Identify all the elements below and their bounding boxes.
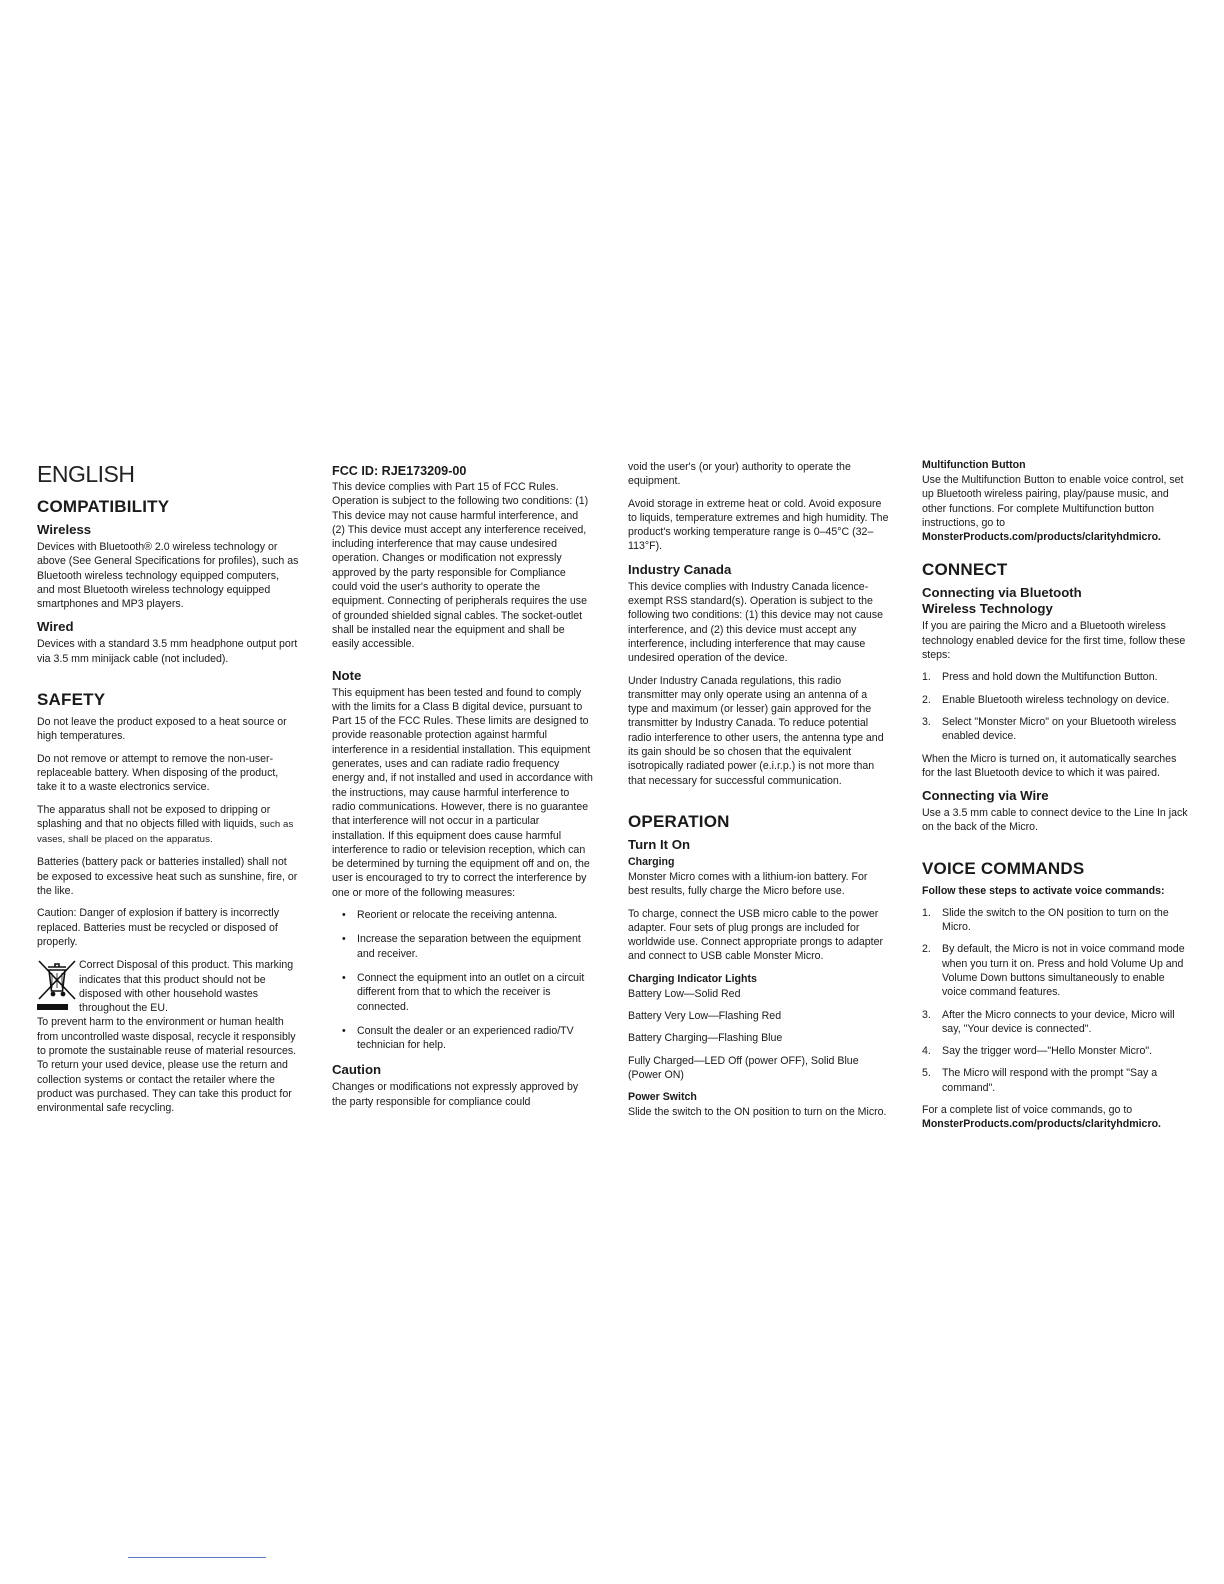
industry-canada-heading: Industry Canada (628, 561, 732, 577)
voice-step: 2. By default, the Micro is not in voice command mode when you turn it on. Press and hold Volume Up and Volume Down buttons simultaneously to enable voice command features. (922, 943, 1185, 999)
industry-canada-p2: Under Industry Canada regulations, this radio transmitter may only operate using an antenna of a type and maximum (or lesser) gain approved for the transmitter by Industry Canada. To reduce potential radio interference to other users, the antenna type and its gain should be so chosen that the equivalent isotropically radiated power (e.i.r.p.) is not more than that necessary for successful communication. (628, 674, 884, 787)
measure-item: • Connect the equipment into an outlet on a circuit different from that to which the receiver is connected. (332, 971, 594, 1014)
safety-heading: SAFETY (37, 690, 106, 710)
multifunction-text (922, 473, 1188, 544)
weee-text: Correct Disposal of this product. This marking indicates that this product should not be disposed with other household wastes throughout the EU. (79, 959, 294, 1015)
multifunction-heading: Multifunction Button (922, 459, 1026, 471)
turn-on-heading: Turn It On (628, 836, 691, 852)
voice-outro (922, 1103, 1188, 1132)
voice-intro: Follow these steps to activate voice commands: (922, 884, 1165, 897)
measures-list (332, 908, 594, 1052)
language-title: ENGLISH (37, 461, 135, 487)
industry-canada-p1: This device complies with Industry Canada licence-exempt RSS standard(s). Operation is subject to the following two conditions: (1) this device may not cause interference, and (2) this device must accept any interference, including interference that may cause undesired operation of the device. (628, 580, 883, 665)
column-4 (922, 458, 1188, 1140)
voice-step: 1. Slide the switch to the ON position to turn on the Micro. (922, 906, 1169, 934)
wireless-heading: Wireless (37, 522, 92, 537)
indicator-item: Fully Charged—LED Off (power OFF), Solid Blue (Power ON) (628, 1054, 859, 1081)
operation-heading: OPERATION (628, 811, 730, 831)
indicator-item: Battery Very Low—Flashing Red (628, 1010, 782, 1023)
charging-p1: Monster Micro comes with a lithium-ion battery. For best results, fully charge the Micro before use. (628, 870, 868, 898)
wire-text: Use a 3.5 mm cable to connect device to the Line In jack on the back of the Micro. (922, 807, 1188, 834)
wired-heading: Wired (37, 619, 74, 635)
footer-rule (128, 1557, 266, 1558)
voice-commands-heading: VOICE COMMANDS (922, 858, 1085, 878)
connect-heading: CONNECT (922, 560, 1008, 580)
voice-link[interactable]: MonsterProducts.com/products/clarityhdmicro. (922, 1118, 1161, 1131)
wire-heading: Connecting via Wire (922, 788, 1049, 804)
fcc-text: This device complies with Part 15 of FCC Rules. Operation is subject to the following two conditions: (1) This device may not cause harmful interference, and (2) This device must accept any interference received, including interference that may cause undesired operation. Changes or modification not expressly approved by the party responsible for Compliance could void the user's authority to operate the equipment. Connecting of peripherals requires the use of grounded shielded signal cables. The socket-outlet shall be installed near the equipment and shall be easily accessible. (332, 481, 589, 651)
charging-p2: To charge, connect the USB micro cable to the power adapter. Four sets of plug prongs are included for worldwide use. Connect appropriate prongs to adapter and connect to USB cable Monster Micro. (628, 907, 883, 963)
weee-block (37, 957, 299, 1015)
column-3 (628, 458, 890, 1128)
note-heading: Note (332, 667, 362, 683)
caution-text: Changes or modifications not expressly approved by the party responsible for compliance could (332, 1081, 579, 1108)
bluetooth-intro: If you are pairing the Micro and a Bluetooth wireless technology enabled device for the first time, follow these steps: (922, 620, 1186, 662)
bluetooth-step: 2. Enable Bluetooth wireless technology on device. (922, 693, 1170, 706)
crossed-out-wheeled-bin-icon (35, 957, 79, 1013)
charging-heading: Charging (628, 855, 675, 868)
note-text: This equipment has been tested and found to comply with the limits for a Class B digital device, pursuant to Part 15 of the FCC Rules. These limits are designed to provide reasonable protection against harmful interference in a residential installation. This equipment generates, uses and can radiate radio frequency energy and, if not installed and used in accordance with the instructions, may cause harmful interference to radio communications. However, there is no guarantee that interference will not occur in a particular installation. If this equipment does cause harmful interference to radio or television reception, which can be determined by turning the equipment off and on, the user is encouraged to try to correct the interference by one or more of the following measures: (332, 686, 593, 899)
bluetooth-step: 1. Press and hold down the Multifunction Button. (922, 671, 1158, 684)
safety-battery: Do not remove or attempt to remove the non-user-replaceable battery. When disposing of the product, take it to a waste electronics service. (37, 752, 279, 794)
wireless-text: Devices with Bluetooth® 2.0 wireless technology or above (See General Specifications for profiles), such as Bluetooth wireless technology equipped computers, and most Bluetooth wireless technology equipped smartphones and MP3 players. (37, 541, 299, 611)
indicator-heading: Charging Indicator Lights (628, 972, 757, 985)
safety-explosion: Caution: Danger of explosion if battery is incorrectly replaced. Batteries must be recycled or disposed of properly. (37, 907, 280, 948)
power-switch-heading: Power Switch (628, 1091, 697, 1104)
voice-step: 3. After the Micro connects to your device, Micro will say, "Your device is connected". (922, 1008, 1175, 1035)
indicator-item: Battery Low—Solid Red (628, 987, 741, 1000)
authority-continued: void the user's (or your) authority to operate the equipment. (628, 461, 851, 488)
power-switch-text: Slide the switch to the ON position to turn on the Micro. (628, 1106, 887, 1119)
measure-item: • Consult the dealer or an experienced radio/TV technician for help. (332, 1024, 594, 1053)
measure-item: • Increase the separation between the equipment and receiver. (332, 932, 594, 961)
weee-continued: To prevent harm to the environment or human health from uncontrolled waste disposal, recycle it responsibly to promote the sustainable reuse of material resources. To return your used device, please use the return and collection systems or contact the retailer where the product was purchased. They can take this product for environmental safe recycling. (37, 1016, 297, 1115)
multifunction-desc: Use the Multifunction Button to enable voice control, set up Bluetooth wireless pairing, play/pause music, and other functions. For complete Multifunction button instructions, go to (922, 474, 1184, 529)
multifunction-link[interactable]: MonsterProducts.com/products/clarityhdmicro. (922, 531, 1161, 544)
measure-item: • Reorient or relocate the receiving antenna. (332, 908, 594, 922)
column-2 (332, 458, 594, 1117)
bluetooth-heading-1: Connecting via Bluetooth (922, 585, 1082, 601)
bluetooth-heading-2: Wireless Technology (922, 601, 1053, 617)
voice-outro-text: For a complete list of voice commands, go to (922, 1104, 1133, 1117)
bluetooth-auto: When the Micro is turned on, it automatically searches for the last Bluetooth device to which it was paired. (922, 752, 1177, 779)
caution-heading: Caution (332, 1062, 382, 1078)
bluetooth-step: 3. Select "Monster Micro" on your Bluetooth wireless enabled device. (922, 715, 1177, 743)
storage-text: Avoid storage in extreme heat or cold. Avoid exposure to liquids, temperature extremes and high humidity. The product's working temperature range is 0–45°C (32–113°F). (628, 497, 889, 553)
column-1 (37, 458, 299, 1124)
voice-step: 4. Say the trigger word—"Hello Monster Micro". (922, 1045, 1153, 1058)
voice-steps (922, 906, 1188, 1095)
safety-excessive-heat: Batteries (battery pack or batteries installed) shall not be exposed to excessive heat such as sunshine, fire, or the like. (37, 856, 298, 898)
fcc-id-heading: FCC ID: RJE173209-00 (332, 464, 467, 478)
voice-step: 5. The Micro will respond with the prompt "Say a command". (922, 1067, 1158, 1094)
bluetooth-steps (922, 670, 1188, 743)
safety-liquids-a: The apparatus shall not be exposed to dripping or splashing and that no objects filled with liquids, (37, 803, 271, 830)
indicator-item: Battery Charging—Flashing Blue (628, 1032, 783, 1045)
safety-heat: Do not leave the product exposed to a heat source or high temperatures. (37, 716, 287, 743)
compatibility-heading: COMPATIBILITY (37, 497, 170, 516)
wired-text: Devices with a standard 3.5 mm headphone output port via 3.5 mm minijack cable (not included). (37, 638, 298, 665)
safety-liquids (37, 803, 299, 848)
safety-liquids-b: such as vases, shall be placed on the apparatus. (37, 818, 294, 846)
